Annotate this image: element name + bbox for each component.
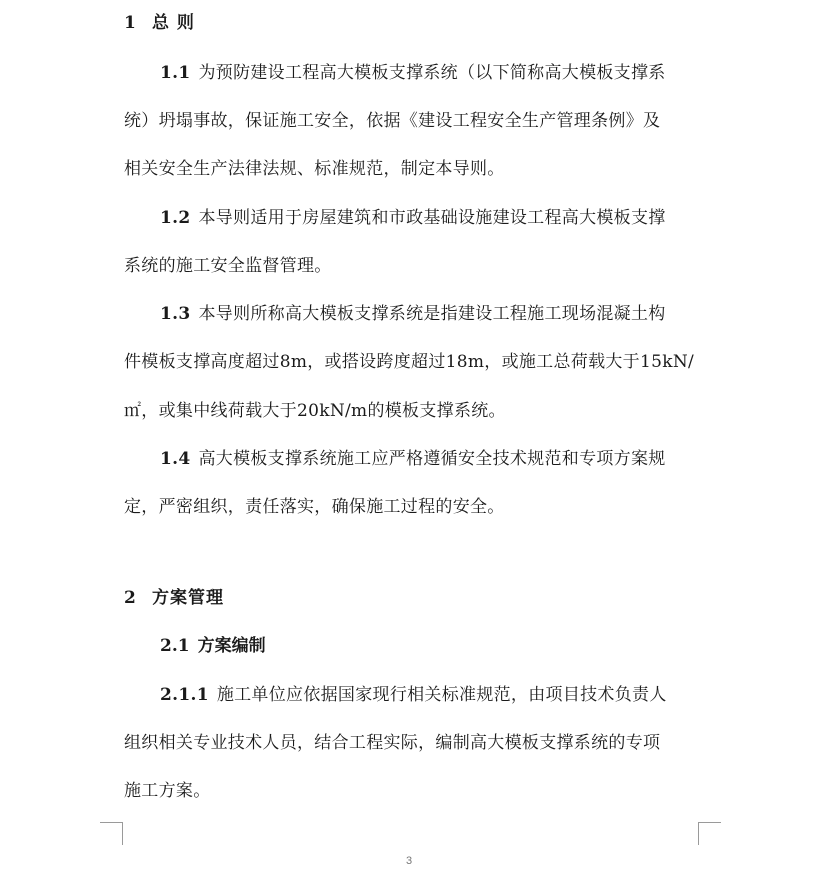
section-2-title: 方案管理 bbox=[152, 588, 224, 608]
paragraph-2-1-1-line-2: 组织相关专业技术人员，结合工程实际，编制高大模板支撑系统的专项 bbox=[124, 733, 661, 753]
paragraph-1-4-line-2: 定，严密组织，责任落实，确保施工过程的安全。 bbox=[124, 497, 505, 517]
page-margin-corner-left bbox=[100, 822, 123, 845]
paragraph-1-3-line-2: 件模板支撑高度超过8m，或搭设跨度超过18m，或施工总荷载大于15kN/ bbox=[124, 352, 695, 372]
paragraph-1-3-line-1 bbox=[160, 299, 666, 324]
page-number: 3 bbox=[405, 855, 413, 867]
section-1-heading bbox=[124, 8, 195, 33]
clause-1-1-text: 为预防建设工程高大模板支撑系统（以下简称高大模板支撑系 bbox=[198, 63, 666, 83]
section-1-number: 1 bbox=[124, 13, 137, 33]
section-2-number: 2 bbox=[124, 588, 137, 608]
paragraph-1-1-line-2: 统）坍塌事故，保证施工安全，依据《建设工程安全生产管理条例》及 bbox=[124, 111, 661, 131]
paragraph-1-1-line-3: 相关安全生产法律法规、标准规范，制定本导则。 bbox=[124, 159, 505, 179]
clause-1-2-text: 本导则适用于房屋建筑和市政基础设施建设工程高大模板支撑 bbox=[198, 208, 666, 228]
paragraph-1-4-line-1 bbox=[160, 444, 666, 469]
subsection-2-1-title: 方案编制 bbox=[197, 636, 266, 656]
subsection-2-1-heading bbox=[160, 631, 266, 656]
clause-2-1-1-text: 施工单位应依据国家现行相关标准规范，由项目技术负责人 bbox=[216, 685, 667, 705]
paragraph-1-1-line-1 bbox=[160, 58, 666, 83]
clause-1-3-text: 本导则所称高大模板支撑系统是指建设工程施工现场混凝土构 bbox=[198, 304, 666, 324]
page-margin-corner-right bbox=[698, 822, 721, 845]
section-1-title: 总 则 bbox=[152, 13, 195, 33]
clause-1-4-text: 高大模板支撑系统施工应严格遵循安全技术规范和专项方案规 bbox=[198, 449, 666, 469]
section-2-heading bbox=[124, 583, 224, 608]
paragraph-1-2-line-1 bbox=[160, 203, 666, 228]
subsection-2-1-number: 2.1 bbox=[160, 636, 190, 656]
clause-1-1-number: 1.1 bbox=[160, 63, 191, 83]
paragraph-2-1-1-line-1 bbox=[160, 680, 667, 705]
paragraph-1-3-line-3: ㎡，或集中线荷载大于20kN/m的模板支撑系统。 bbox=[124, 401, 506, 421]
paragraph-2-1-1-line-3: 施工方案。 bbox=[124, 781, 211, 801]
clause-1-3-number: 1.3 bbox=[160, 304, 191, 324]
clause-1-4-number: 1.4 bbox=[160, 449, 191, 469]
paragraph-1-2-line-2: 系统的施工安全监督管理。 bbox=[124, 256, 332, 276]
clause-1-2-number: 1.2 bbox=[160, 208, 191, 228]
clause-2-1-1-number: 2.1.1 bbox=[160, 685, 209, 705]
